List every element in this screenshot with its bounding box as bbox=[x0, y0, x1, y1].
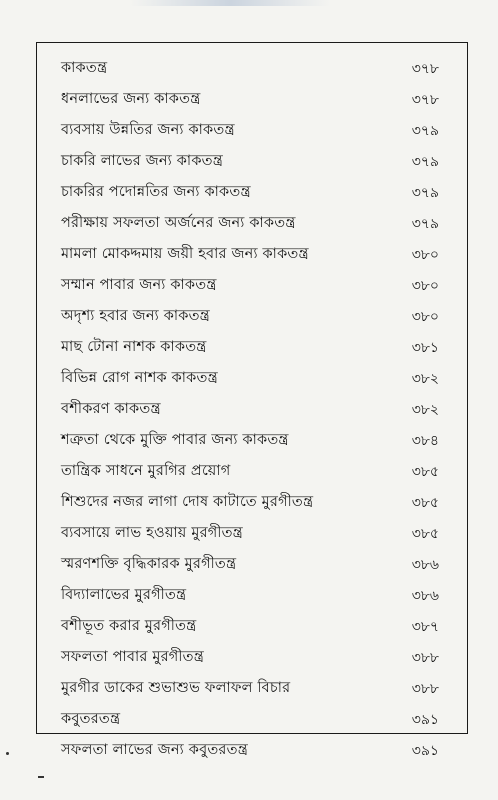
toc-entry bbox=[37, 53, 467, 84]
toc-entry-page: ৩৮৬ bbox=[411, 587, 439, 604]
toc-entry-title: ধনলাভের জন্য কাকতন্ত্র bbox=[61, 90, 201, 107]
toc-entry bbox=[37, 363, 467, 394]
toc-entry-title: পরীক্ষায় সফলতা অর্জনের জন্য কাকতন্ত্র bbox=[61, 214, 296, 231]
toc-entry-page: ৩৯১ bbox=[411, 711, 439, 728]
toc-entry bbox=[37, 704, 467, 735]
toc-entry-page: ৩৮৮ bbox=[411, 649, 439, 666]
toc-entry-page: ৩৮৪ bbox=[411, 432, 439, 449]
toc-entry-page: ৩৮৭ bbox=[411, 618, 439, 635]
toc-entry bbox=[37, 580, 467, 611]
page-top-smudge bbox=[130, 0, 330, 6]
toc-entry bbox=[37, 642, 467, 673]
toc-entry-page: ৩৮০ bbox=[411, 308, 439, 325]
toc-entry-page: ৩৮২ bbox=[411, 370, 439, 387]
toc-entry-title: সম্মান পাবার জন্য কাকতন্ত্র bbox=[61, 276, 217, 293]
toc-entry-page: ৩৮৬ bbox=[411, 556, 439, 573]
toc-entry-title: শিশুদের নজর লাগা দোষ কাটাতে মুরগীতন্ত্র bbox=[61, 493, 314, 510]
toc-entry bbox=[37, 115, 467, 146]
toc-entry-title: চাকরি লাভের জন্য কাকতন্ত্র bbox=[61, 152, 224, 169]
toc-entry bbox=[37, 611, 467, 642]
toc-entry-page: ৩৮২ bbox=[411, 401, 439, 418]
toc-entry-title: সফলতা পাবার মুরগীতন্ত্র bbox=[61, 648, 205, 665]
toc-entry bbox=[37, 239, 467, 270]
toc-entry-title: বিভিন্ন রোগ নাশক কাকতন্ত্র bbox=[61, 369, 218, 386]
toc-entry-title: তান্ত্রিক সাধনে মুরগির প্রয়োগ bbox=[61, 462, 231, 479]
table-of-contents-box bbox=[36, 42, 468, 759]
toc-entry bbox=[37, 301, 467, 332]
toc-entry bbox=[37, 487, 467, 518]
toc-entry-page: ৩৯১ bbox=[411, 742, 439, 759]
toc-entry-page: ৩৭৯ bbox=[411, 184, 439, 201]
toc-entry-title: ব্যবসায় উন্নতির জন্য কাকতন্ত্র bbox=[61, 121, 235, 138]
toc-entry-page: ৩৭৮ bbox=[411, 91, 439, 108]
toc-entry-title: স্মরণশক্তি বৃদ্ধিকারক মুরগীতন্ত্র bbox=[61, 555, 237, 572]
toc-entry-page: ৩৮০ bbox=[411, 246, 439, 263]
toc-entry-title: বশীকরণ কাকতন্ত্র bbox=[61, 400, 161, 417]
toc-entry-title: অদৃশ্য হবার জন্য কাকতন্ত্র bbox=[61, 307, 210, 324]
toc-entry-title: চাকরির পদোন্নতির জন্য কাকতন্ত্র bbox=[61, 183, 251, 200]
toc-entry-page: ৩৮৫ bbox=[411, 463, 439, 480]
toc-entry-title: সফলতা লাভের জন্য কবুতরতন্ত্র bbox=[61, 741, 248, 758]
toc-entry bbox=[37, 456, 467, 487]
toc-entry-page: ৩৮০ bbox=[411, 277, 439, 294]
toc-entry bbox=[37, 518, 467, 549]
toc-entry-page: ৩৭৯ bbox=[411, 122, 439, 139]
toc-entry-title: শত্রুতা থেকে মুক্তি পাবার জন্য কাকতন্ত্র bbox=[61, 431, 289, 448]
toc-entry-title: কাকতন্ত্র bbox=[61, 59, 108, 76]
toc-entry bbox=[37, 84, 467, 115]
toc-entry-page: ৩৮৫ bbox=[411, 525, 439, 542]
toc-entry-title: ব্যবসায়ে লাভ হওয়ায় মুরগীতন্ত্র bbox=[61, 524, 243, 541]
toc-entry-title: কবুতরতন্ত্র bbox=[61, 710, 121, 727]
toc-entry-page: ৩৮৫ bbox=[411, 494, 439, 511]
toc-entry-page: ৩৮১ bbox=[411, 339, 439, 356]
print-speck bbox=[6, 752, 9, 755]
toc-entry-page: ৩৭৯ bbox=[411, 153, 439, 170]
toc-entry bbox=[37, 425, 467, 456]
toc-entry-title: বশীভূত করার মুরগীতন্ত্র bbox=[61, 617, 197, 634]
toc-entry bbox=[37, 208, 467, 239]
toc-entry bbox=[37, 146, 467, 177]
print-speck bbox=[38, 776, 44, 778]
toc-entry-page: ৩৮৮ bbox=[411, 680, 439, 697]
toc-entry-page: ৩৭৮ bbox=[411, 60, 439, 77]
toc-entry-title: বিদ্যালাভের মুরগীতন্ত্র bbox=[61, 586, 187, 603]
toc-entry bbox=[37, 549, 467, 580]
toc-entry bbox=[37, 332, 467, 363]
toc-entry bbox=[37, 735, 467, 766]
toc-entry-page: ৩৭৯ bbox=[411, 215, 439, 232]
toc-entry-title: মাছ টোনা নাশক কাকতন্ত্র bbox=[61, 338, 207, 355]
toc-entry-title: মামলা মোকদ্দমায় জয়ী হবার জন্য কাকতন্ত্র bbox=[61, 245, 309, 262]
toc-list bbox=[37, 53, 467, 766]
toc-entry bbox=[37, 394, 467, 425]
toc-entry bbox=[37, 270, 467, 301]
toc-entry bbox=[37, 177, 467, 208]
toc-entry bbox=[37, 673, 467, 704]
toc-entry-title: মুরগীর ডাকের শুভাশুভ ফলাফল বিচার bbox=[61, 679, 291, 696]
